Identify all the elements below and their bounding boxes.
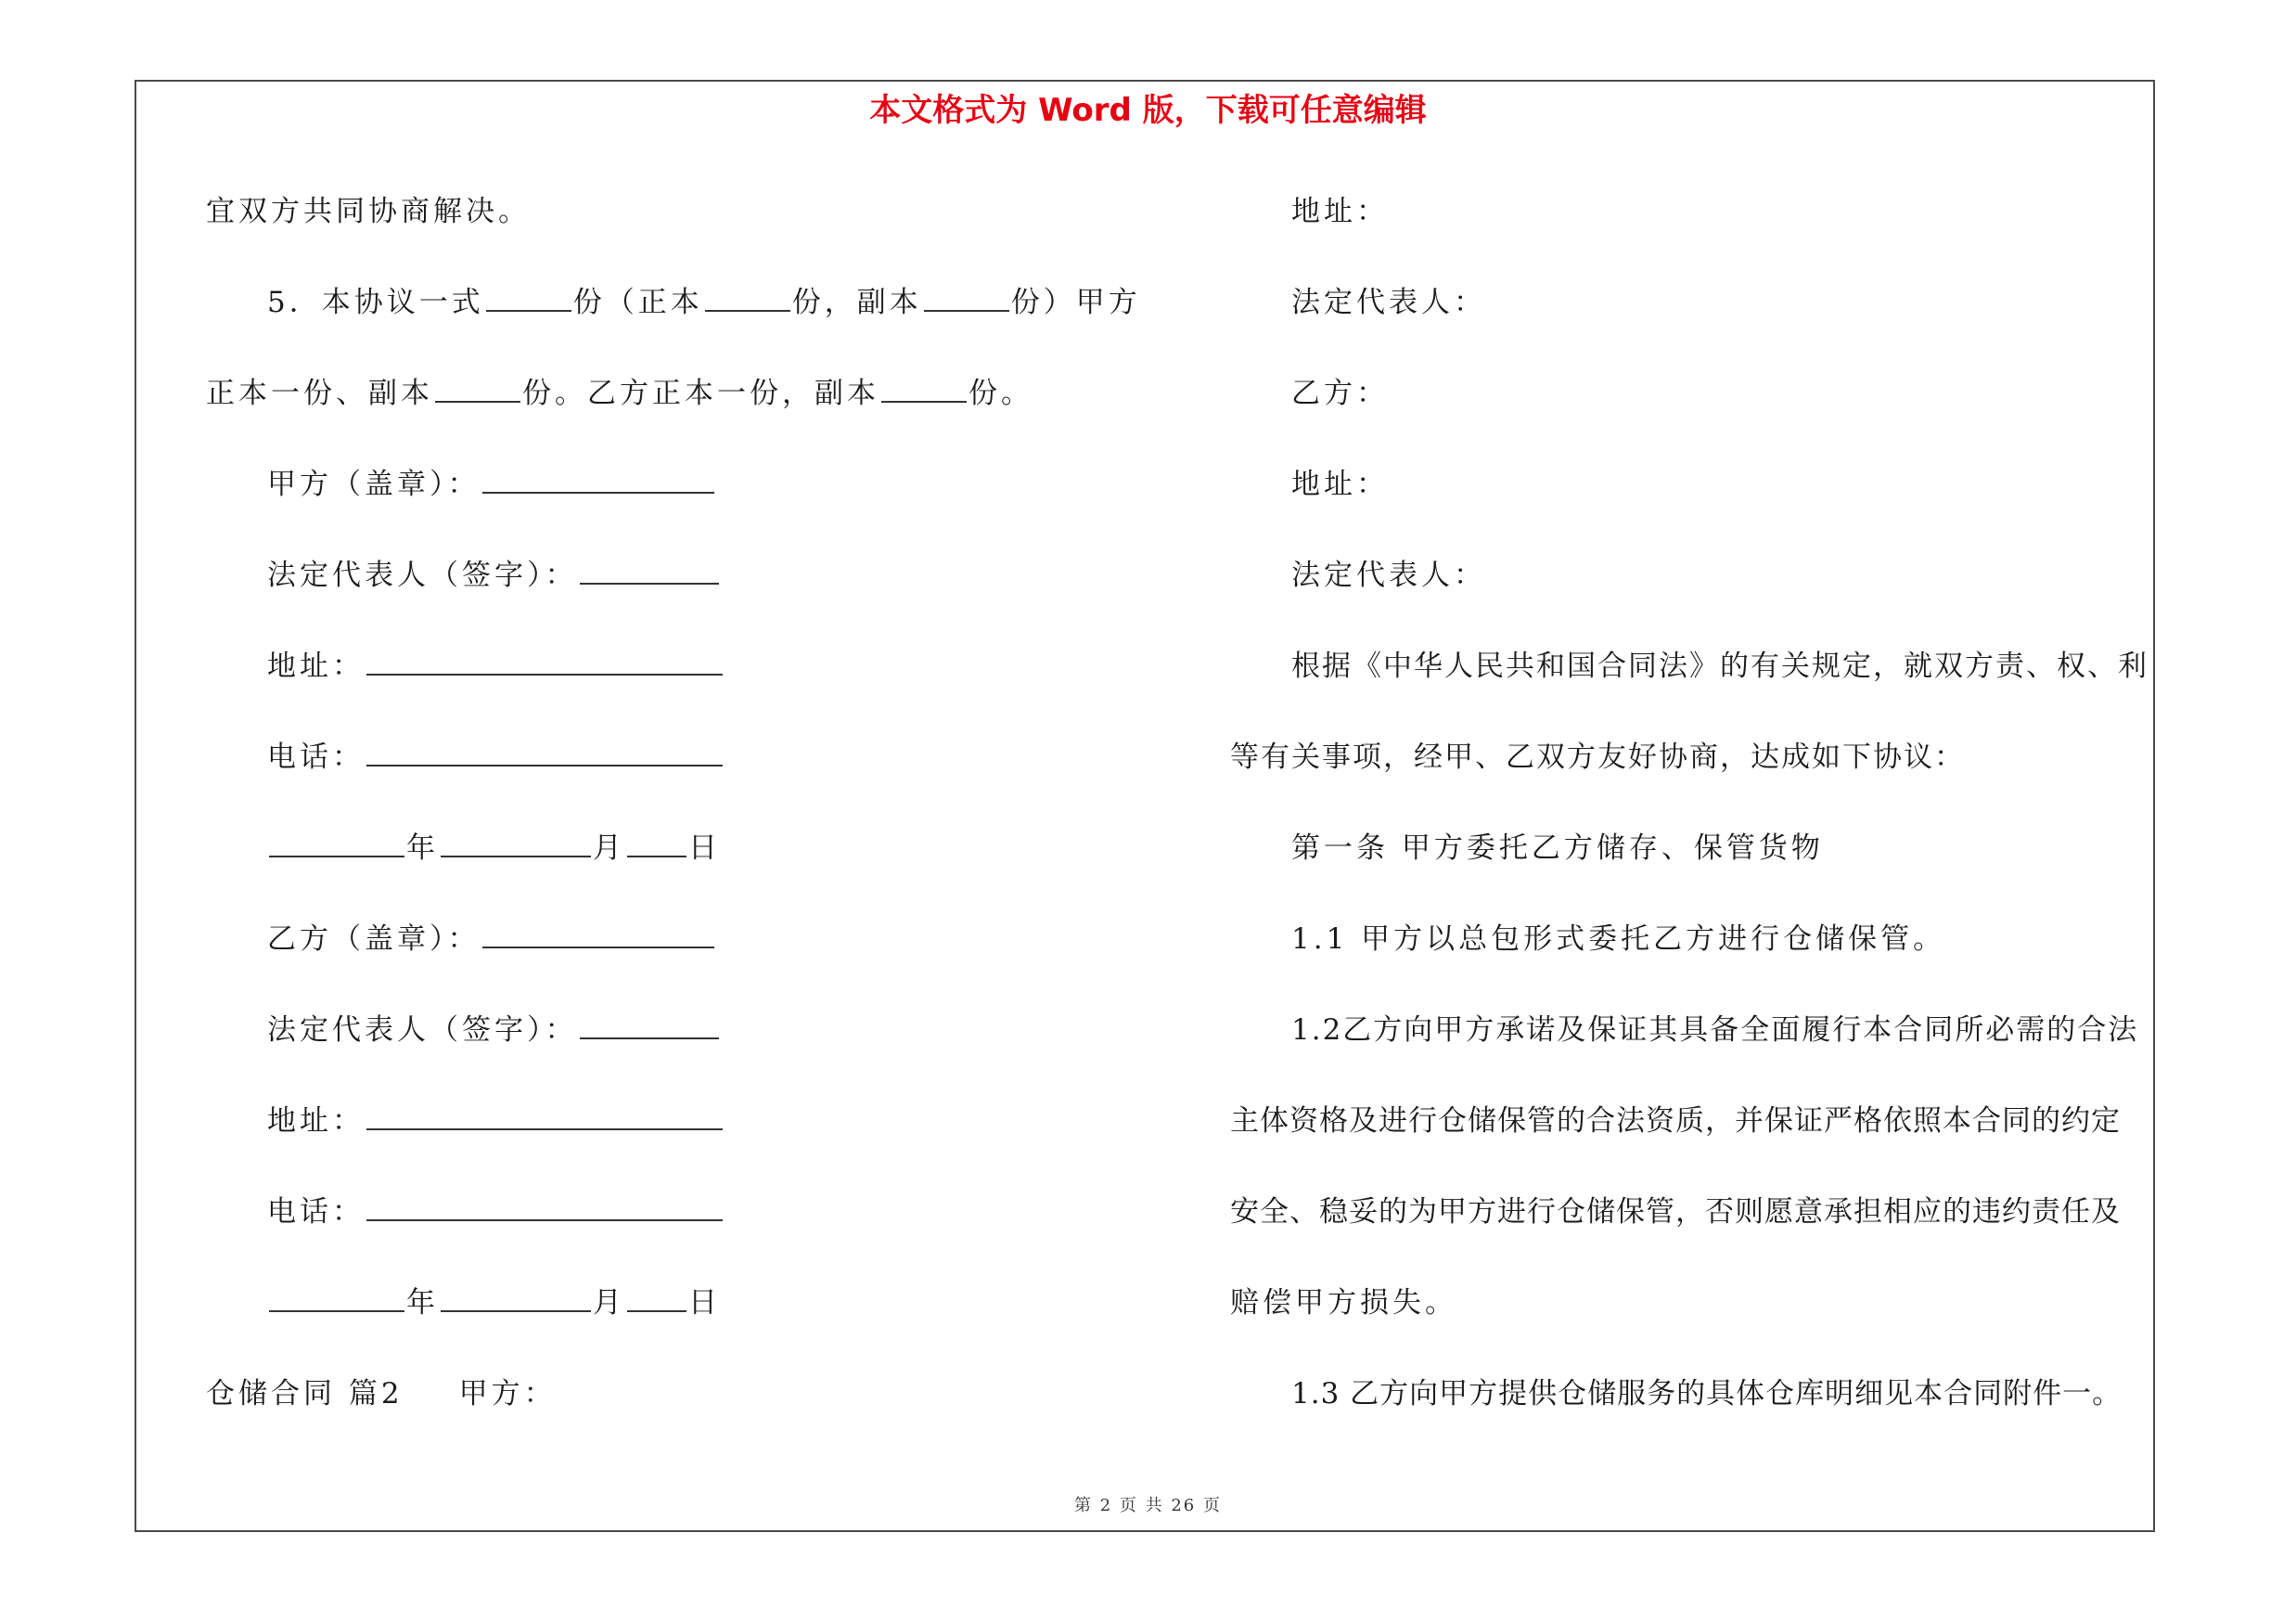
party-b-addr-field[interactable] (366, 1104, 723, 1130)
paragraph-line: 乙方： (1291, 377, 1389, 410)
party-a-tel-row: 电话： (267, 739, 725, 776)
paragraph-line: 1.2乙方向甲方承诺及保证其具备全面履行本合同所必需的合法 (1291, 1013, 2139, 1047)
party-a-addr-row: 地址： (267, 648, 725, 685)
paragraph-line: 等有关事项，经甲、乙双方友好协商，达成如下协议： (1230, 741, 1965, 774)
party-a-rep-field[interactable] (580, 559, 719, 585)
day-field[interactable] (627, 831, 686, 857)
party-b-addr-row: 地址： (267, 1102, 725, 1140)
month-field[interactable] (441, 831, 591, 857)
paragraph-line: 安全、稳妥的为甲方进行仓储保管，否则愿意承担相应的违约责任及 (1230, 1195, 2121, 1229)
party-a-rep-row: 法定代表人（签字）： (267, 557, 721, 594)
paragraph-line: 地址： (1291, 195, 1389, 228)
contract-title: 仓储合同 篇2 (206, 1377, 404, 1410)
party-a-seal-field[interactable] (482, 468, 714, 494)
paragraph-line: 法定代表人： (1291, 559, 1486, 592)
day-field[interactable] (627, 1286, 686, 1312)
paragraph-line: 1.1 甲方以总包形式委托乙方进行仓储保管。 (1291, 922, 1946, 956)
party-a-addr-field[interactable] (366, 650, 723, 676)
year-field[interactable] (269, 1286, 404, 1312)
copies-clause: 5．本协议一式 份（正本 份，副本 份）甲方 (267, 286, 1141, 319)
paragraph-line: 地址： (1291, 468, 1389, 501)
year-field[interactable] (269, 831, 404, 857)
paragraph-line: 根据《中华人民共和国合同法》的有关规定，就双方责、权、利 (1291, 650, 2148, 683)
party-b-seal-field[interactable] (482, 922, 714, 948)
blank-field[interactable] (924, 286, 1009, 312)
party-b-rep-row: 法定代表人（签字）： (267, 1011, 721, 1049)
paragraph-line: 赔偿甲方损失。 (1230, 1286, 1457, 1320)
party-b-seal-row: 乙方（盖章）： (267, 921, 716, 958)
contract-title-row (206, 1375, 557, 1412)
party-b-tel-row: 电话： (267, 1193, 725, 1230)
month-field[interactable] (441, 1286, 591, 1312)
blank-field[interactable] (486, 286, 571, 312)
party-a-tel-field[interactable] (366, 741, 723, 766)
blank-field[interactable] (881, 377, 967, 403)
party-b-rep-field[interactable] (580, 1013, 719, 1039)
header-banner: 本文格式为 Word 版，下载可任意编辑 (869, 92, 1427, 129)
party-b-tel-field[interactable] (366, 1195, 723, 1221)
section-heading: 第一条 甲方委托乙方储存、保管货物 (1291, 831, 1824, 865)
party-a-seal-row: 甲方（盖章）： (267, 466, 716, 503)
date-row: 年 月 日 (267, 830, 721, 867)
contract-party-a: 甲方： (458, 1377, 557, 1410)
paragraph-line: 1.3 乙方向甲方提供仓储服务的具体仓库明细见本合同附件一。 (1291, 1377, 2123, 1410)
date-row: 年 月 日 (267, 1284, 721, 1321)
paragraph-line: 宜双方共同协商解决。 (206, 195, 531, 228)
copies-clause-cont: 正本一份、副本 份。乙方正本一份，副本 份。 (206, 377, 1033, 410)
paragraph-line: 法定代表人： (1291, 286, 1486, 319)
blank-field[interactable] (705, 286, 790, 312)
paragraph-line: 主体资格及进行仓储保管的合法资质，并保证严格依照本合同的约定 (1230, 1104, 2121, 1138)
page-footer: 第 2 页 共 26 页 (1074, 1496, 1222, 1515)
blank-field[interactable] (435, 377, 520, 403)
